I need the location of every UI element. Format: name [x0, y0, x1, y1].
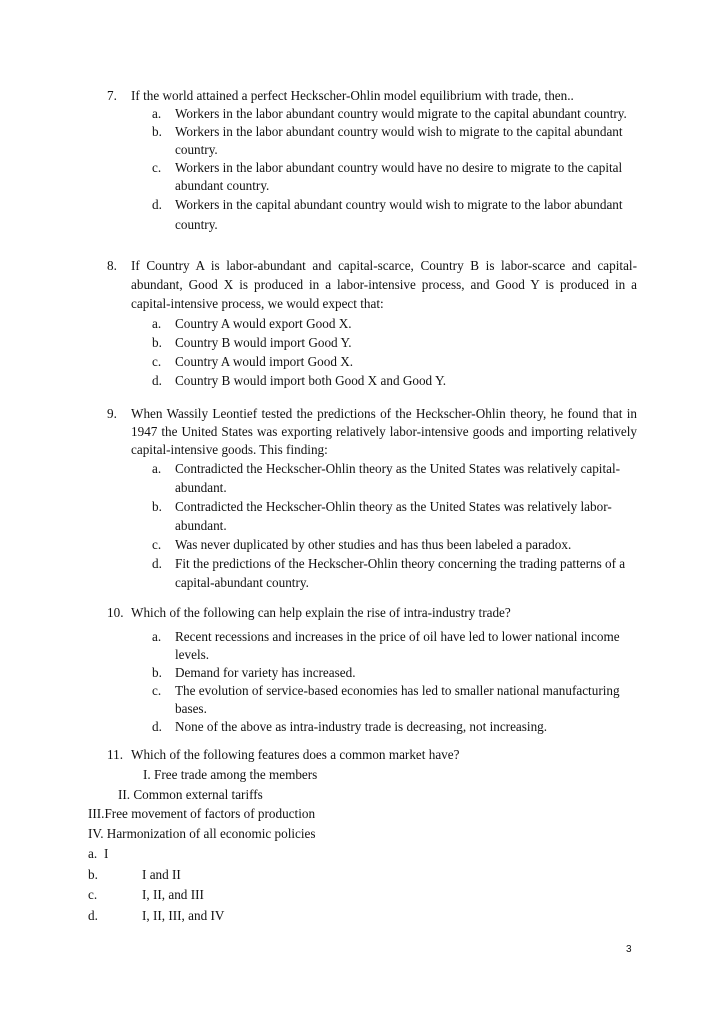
option-text: Workers in the labor abundant country would have no desire to migrate to the capital abundant country. [175, 160, 623, 193]
option-letter: c. [152, 160, 162, 175]
option-a-text: I [104, 846, 109, 861]
option-list [152, 105, 637, 235]
option-b [152, 123, 637, 159]
option-letter: c. [152, 354, 162, 369]
option-b [152, 333, 637, 352]
option-a [152, 105, 637, 123]
question-9 [107, 405, 637, 592]
question-text: Which of the following can help explain the rise of intra-industry trade? [131, 605, 511, 620]
option-list [152, 314, 637, 390]
option-letter: a. [152, 106, 162, 121]
option-text: Contradicted the Heckscher-Ohlin theory as the United States was relatively labor-abundant. [175, 499, 612, 533]
option-c [152, 535, 637, 554]
page-number: 3 [626, 944, 632, 955]
option-text: Workers in the capital abundant country would wish to migrate to the labor abundant country. [175, 197, 623, 232]
option-d-text: I, II, III, and IV [142, 908, 225, 923]
question-number: 10. [107, 605, 124, 620]
option-d [152, 371, 637, 390]
option-a [152, 628, 637, 664]
option-c [152, 682, 637, 718]
option-letter: b. [152, 335, 162, 350]
option-text: Was never duplicated by other studies and has thus been labeled a paradox. [175, 537, 572, 552]
feature-item-2: II. Common external tariffs [118, 787, 263, 802]
option-letter: a. [152, 629, 162, 644]
question-7 [107, 87, 637, 235]
option-a-letter: a. [88, 846, 98, 861]
option-text: Country A would import Good X. [175, 354, 354, 369]
option-text: Country B would import both Good X and Good Y. [175, 373, 447, 388]
question-number: 7. [107, 88, 117, 103]
question-10 [107, 604, 637, 736]
option-d [152, 554, 637, 592]
question-number: 9. [107, 406, 117, 421]
option-text: None of the above as intra-industry trade is decreasing, not increasing. [175, 719, 548, 734]
option-text: Contradicted the Heckscher-Ohlin theory as the United States was relatively capital-abundant. [175, 461, 621, 495]
option-b-text: I and II [142, 867, 181, 882]
option-text: Recent recessions and increases in the price of oil have led to lower national income levels. [175, 629, 620, 662]
option-letter: c. [152, 537, 162, 552]
option-d [152, 718, 637, 736]
option-list [152, 628, 637, 736]
question-text: If Country A is labor-abundant and capital-scarce, Country B is labor-scarce and capital-abundant, Good X is produced in a labor-intensive process, and Good Y is produced in a capital-intensive process, we would expect that: [131, 258, 637, 311]
question-number: 11. [107, 747, 123, 762]
option-d [152, 195, 637, 235]
feature-item-3: III.Free movement of factors of production [88, 806, 316, 821]
option-b [152, 664, 637, 682]
option-letter: b. [152, 665, 162, 680]
option-letter: b. [152, 124, 162, 139]
option-letter: d. [152, 719, 162, 734]
option-letter: a. [152, 316, 162, 331]
option-b [152, 497, 637, 535]
question-number: 8. [107, 258, 117, 273]
option-text: Demand for variety has increased. [175, 665, 356, 680]
option-d-letter: d. [88, 908, 98, 923]
option-letter: b. [152, 499, 162, 514]
feature-item-1: I. Free trade among the members [143, 767, 318, 782]
option-text: Workers in the labor abundant country would wish to migrate to the capital abundant country. [175, 124, 623, 157]
question-text: When Wassily Leontief tested the predictions of the Heckscher-Ohlin theory, he found that in 1947 the United States was exporting relatively labor-intensive goods and importing relatively capital-intensive goods. This finding: [131, 406, 637, 457]
option-list [152, 459, 637, 592]
option-c-letter: c. [88, 887, 98, 902]
option-text: Fit the predictions of the Heckscher-Ohlin theory concerning the trading patterns of a capital-abundant country. [175, 556, 626, 590]
question-text: If the world attained a perfect Heckscher-Ohlin model equilibrium with trade, then.. [131, 88, 574, 103]
option-c [152, 159, 637, 195]
option-b-letter: b. [88, 867, 98, 882]
feature-item-4: IV. Harmonization of all economic policies [88, 826, 316, 841]
option-text: Country A would export Good X. [175, 316, 352, 331]
option-text: Country B would import Good Y. [175, 335, 352, 350]
option-c [152, 352, 637, 371]
option-letter: d. [152, 556, 162, 571]
question-text: Which of the following features does a common market have? [131, 747, 460, 762]
option-letter: a. [152, 461, 162, 476]
option-c-text: I, II, and III [142, 887, 204, 902]
option-letter: d. [152, 373, 162, 388]
question-8 [107, 256, 637, 390]
option-a [152, 314, 637, 333]
option-text: The evolution of service-based economies has led to smaller national manufacturing bases. [175, 683, 620, 716]
option-letter: c. [152, 683, 162, 698]
option-text: Workers in the labor abundant country would migrate to the capital abundant country. [175, 106, 627, 121]
option-a [152, 459, 637, 497]
option-letter: d. [152, 197, 162, 212]
